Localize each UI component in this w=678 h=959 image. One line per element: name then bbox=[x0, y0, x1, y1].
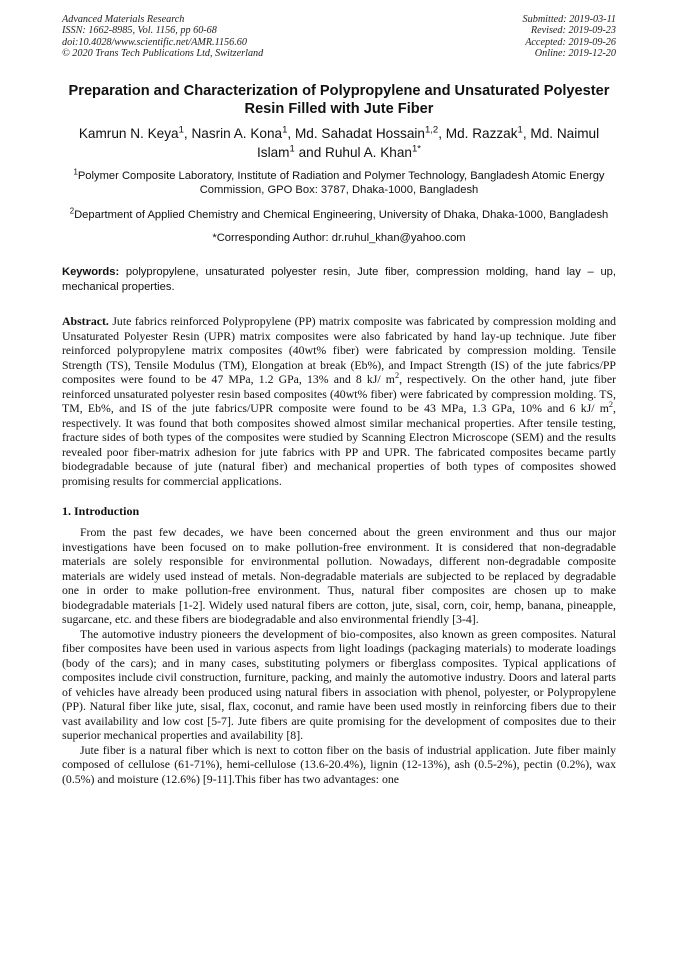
keywords-label: Keywords: bbox=[62, 266, 120, 278]
author-separator: , bbox=[287, 125, 295, 141]
unit-exponent: 2 bbox=[394, 371, 400, 381]
abstract-label: Abstract. bbox=[62, 314, 109, 329]
issn: ISSN: 1662-8985, Vol. 1156, pp 60-68 bbox=[62, 25, 217, 37]
submitted-date: Submitted: 2019-03-11 bbox=[522, 14, 616, 25]
corresponding-author: *Corresponding Author: dr.ruhul_khan@yahoo.com bbox=[212, 232, 466, 245]
author-name: Kamrun N. Keya bbox=[78, 125, 179, 141]
abstract-text: , respectively. It was found that both composites showed almost similar mechanical properties. After tensile testing, fracture sides of both types of the composites were studied by Scanning Electron Microscope (SEM) and the results revealed poor fiber-matrix adhesion for jute fabrics with PP and UPR. The fabricated composites became partly biodegradable because of jute (natural fiber) and mechanical properties of both types of composites showed promising results for commercial applications. bbox=[62, 401, 616, 488]
body-paragraph: From the past few decades, we have been concerned about the green environment and thus our major investigations have been focused on to make pollution-free environment. It is considered that non-degradable materials are solely responsible for environmental pollution. Nowadays, different non-degradable composite materials are widely used instead of metals. Non-degradable materials are subjected to be replaced by degradable one in order to make pollution-free environment. Thus, natural fiber composites are chosen up to make biodegradable materials [1-2]. Widely used natural fibers are cotton, jute, sisal, corn, coir, hemp, banana, pineapple, sugarcane, etc. and these fibers are biodegradable and also environmental friendly [3-4]. bbox=[62, 525, 616, 627]
online-date: Online: 2019-12-20 bbox=[534, 48, 616, 60]
dates-info bbox=[523, 14, 616, 60]
keywords bbox=[62, 265, 616, 294]
author-affiliation-mark: 1 bbox=[289, 143, 295, 155]
author-affiliation-mark: 1 bbox=[282, 124, 288, 136]
body-paragraph: The automotive industry pioneers the development of bio-composites, also known as green composites. Natural fiber composites have been used in various aspects from light loadings (packaging materials) to moderate loadings (body of the cars); and in many cases, substituting polymers or fiberglass composites. Typical applications of composites include civil construction, furniture, packing, and mainly the automotive industry. Doors and lateral parts of vehicles have already been produced using natural fibers in association with phenol, polyester, or Polypropylene (PP). Natural fiber like jute, sisal, flax, coconut, and ramie have been used mostly in reinforcing fibers due to their vast availability and low cost [5-7]. Jute fibers are quite promising for the development of composites due to their superior mechanical properties and availability [8]. bbox=[62, 626, 616, 743]
author-separator: , bbox=[438, 125, 446, 141]
affiliation-1 bbox=[62, 166, 616, 198]
body-paragraph: Jute fiber is a natural fiber which is next to cotton fiber on the basis of industrial application. Jute fiber mainly composed of cellulose (61-71%), hemi-cellulose (13.6-20.4%), lignin (12-13%), ash (0.5-2%), pectin (0.2%), wax (0.5%) and moisture (12.6%) [9-11].This fiber has two advantages: one bbox=[62, 742, 616, 786]
paper-title: Preparation and Characterization of Polypropylene and Unsaturated Polyester Resin Filled with Jute Fiber bbox=[68, 82, 610, 117]
affiliation-mark: 1 bbox=[73, 166, 78, 176]
publication-info bbox=[62, 14, 263, 60]
author-affiliation-mark: 1* bbox=[411, 143, 421, 155]
affiliation-text: Polymer Composite Laboratory, Institute of Radiation and Polymer Technology, Bangladesh Atomic Energy Commission, GPO Box: 3787, Dhaka-1000, Bangladesh bbox=[77, 169, 605, 197]
author-list bbox=[62, 124, 616, 162]
author-affiliation-mark: 1,2 bbox=[424, 124, 439, 136]
author-affiliation-mark: 1 bbox=[178, 124, 184, 136]
accepted-date: Accepted: 2019-09-26 bbox=[525, 36, 616, 48]
author-affiliation-mark: 1 bbox=[517, 124, 523, 136]
abstract bbox=[62, 314, 616, 488]
author-separator: , bbox=[522, 125, 531, 141]
abstract-text: Jute fabrics reinforced Polypropylene (PP) matrix composite was fabricated by compression molding and Unsaturated Polyester Resin (UPR) matrix composites were also fabricated by hand lay-up technique. Jute fiber reinforced polypropylene matrix composites (40wt% fiber) were fabricated by compression molding. Tensile Strength (TS), Tensile Modulus (TM), Elongation at break (Eb%), and Impact Strength (IS) of the jute fabrics/PP composites were found to be 47 MPa, 1.2 GPa, 13% and 8 kJ/ m bbox=[62, 314, 616, 387]
author-name: Md. Naimul Islam bbox=[257, 125, 600, 160]
affiliation-mark: 2 bbox=[69, 206, 75, 216]
author-name: Md. Razzak bbox=[445, 125, 518, 141]
author-name: Ruhul A. Khan bbox=[325, 144, 412, 160]
section-heading: 1. Introduction bbox=[62, 504, 140, 519]
abstract-text: , respectively. On the other hand, jute fiber reinforced unsaturated polyester resin based composites (40wt% fiber) were fabricated by compression molding. TS, TM, Eb%, and IS of the jute fabrics/UPR composite were found to be 43 MPa, 1.3 GPa, 10% and 6 kJ/ m bbox=[62, 372, 616, 416]
paper-page bbox=[62, 14, 616, 786]
affiliation-2 bbox=[62, 208, 616, 223]
author-separator: and bbox=[294, 144, 326, 160]
revised-date: Revised: 2019-09-23 bbox=[530, 25, 616, 37]
affiliation-text: Department of Applied Chemistry and Chemical Engineering, University of Dhaka, Dhaka-1000, Bangladesh bbox=[74, 208, 609, 221]
journal-name: Advanced Materials Research bbox=[62, 14, 185, 25]
author-name: Nasrin A. Kona bbox=[191, 125, 283, 141]
doi: doi:10.4028/www.scientific.net/AMR.1156.60 bbox=[62, 36, 247, 48]
journal-header bbox=[62, 14, 616, 60]
author-separator: , bbox=[183, 125, 192, 141]
copyright: © 2020 Trans Tech Publications Ltd, Switzerland bbox=[62, 48, 264, 60]
unit-exponent: 2 bbox=[608, 400, 614, 410]
keywords-text: polypropylene, unsaturated polyester resin, Jute fiber, compression molding, hand lay – up, mechanical properties. bbox=[62, 266, 616, 293]
author-name: Md. Sahadat Hossain bbox=[294, 125, 425, 141]
